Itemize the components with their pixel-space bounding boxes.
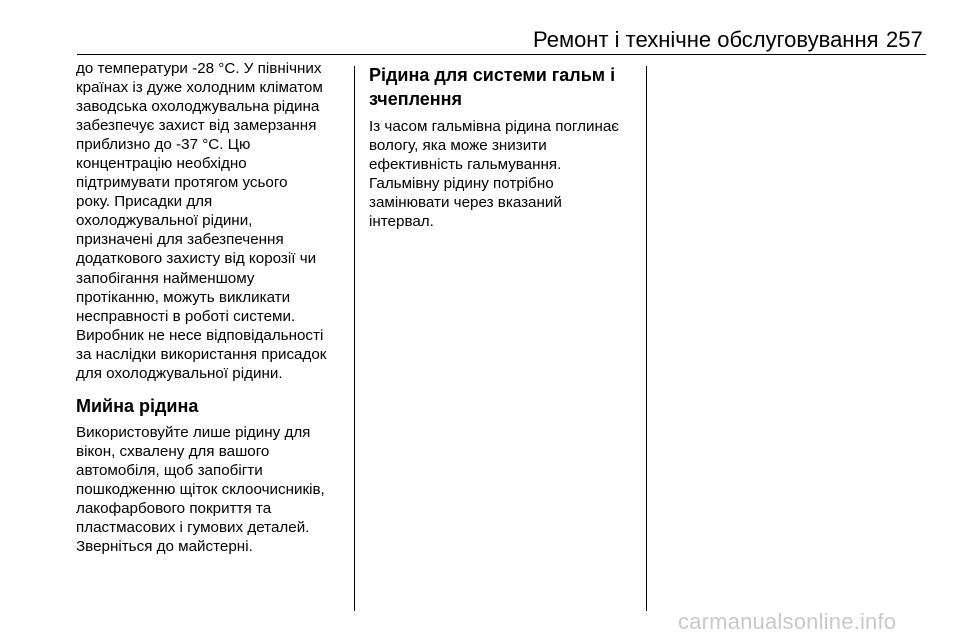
section-heading-washer-fluid: Мийна рідина: [76, 395, 199, 416]
text-line: за наслідки використання присадок: [76, 345, 327, 363]
text-line: вікон, схвалену для вашого: [76, 442, 270, 460]
text-column-1: [76, 59, 348, 556]
washer-fluid-paragraph: [76, 423, 348, 556]
text-line: підтримувати протягом усього: [76, 174, 288, 192]
heading-line: зчеплення: [369, 89, 463, 109]
text-line: лакофарбового покриття та: [76, 499, 272, 517]
text-line: Із часом гальмівна рідина поглинає: [369, 118, 620, 135]
coolant-paragraph: [76, 59, 348, 383]
text-line: інтервал.: [369, 213, 434, 231]
text-line: ефективність гальмування.: [369, 156, 562, 174]
text-line: Зверніться до майстерні.: [76, 538, 253, 556]
column-divider-right: [646, 66, 647, 611]
page-header: [0, 0, 960, 60]
text-line: забезпечує захист від замерзання: [76, 117, 317, 135]
text-line: протіканню, можуть викликати: [76, 288, 291, 306]
text-line: приблизно до -37 °C. Цю: [76, 136, 251, 154]
text-line: Виробник не несе відповідальності: [76, 326, 324, 344]
text-line: замінювати через вказаний: [369, 194, 562, 212]
watermark: carmanualsonline.info: [678, 609, 897, 634]
text-line: пластмасових і гумових деталей.: [76, 519, 310, 537]
text-line: заводська охолоджувальна рідина: [76, 98, 320, 116]
text-line: для охолоджувальної рідини.: [76, 364, 283, 382]
column-divider-left: [354, 66, 355, 611]
text-line: до температури -28 °C. У північних: [76, 60, 322, 77]
text-line: автомобіля, щоб запобігти: [76, 461, 263, 479]
brake-fluid-paragraph: [369, 117, 641, 231]
text-line: призначені для забезпечення: [76, 231, 284, 249]
text-line: додаткового захисту від корозії чи: [76, 250, 317, 268]
page-number: 257: [886, 27, 923, 52]
text-line: запобігання найменшому: [76, 269, 255, 287]
text-line: вологу, яка може знизити: [369, 137, 547, 155]
text-line: Гальмівну рідину потрібно: [369, 175, 554, 193]
text-line: концентрацію необхідно: [76, 155, 247, 173]
section-heading-brake-fluid: [369, 63, 641, 111]
heading-line: Рідина для системи гальм і: [369, 65, 616, 85]
text-line: пошкодженню щіток склоочисників,: [76, 480, 325, 498]
text-line: несправності в роботі системи.: [76, 307, 296, 325]
text-line: охолоджувальної рідини,: [76, 212, 253, 230]
text-line: Використовуйте лише рідину для: [76, 423, 311, 441]
text-column-2: [369, 63, 641, 231]
text-line: року. Присадки для: [76, 193, 213, 211]
page-title: Ремонт і технічне обслуговування: [533, 27, 879, 52]
header-rule: [77, 54, 926, 55]
text-line: країнах із дуже холодним кліматом: [76, 79, 323, 97]
